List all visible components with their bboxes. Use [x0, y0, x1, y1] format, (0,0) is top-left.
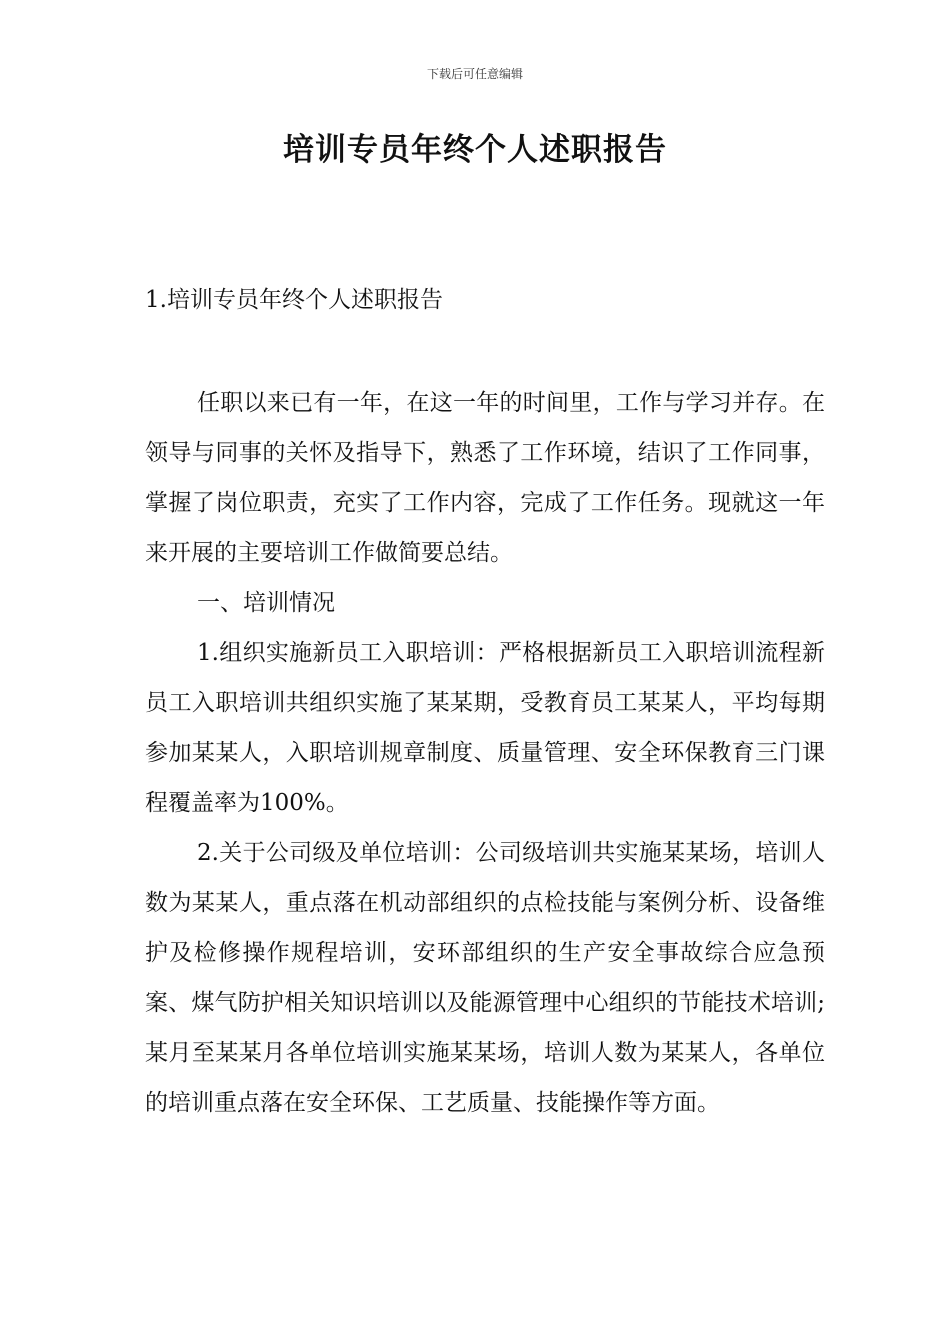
paragraph-intro: 任职以来已有一年，在这一年的时间里，工作与学习并存。在领导与同事的关怀及指导下，熟悉了工作环境，结识了工作同事，掌握了岗位职责，充实了工作内容，完成了工作任务。现就这一年来开展的主要培训工作做简要总结。: [145, 390, 825, 566]
header-note: 下载后可任意编辑: [426, 67, 523, 81]
section-heading: 1.培训专员年终个人述职报告: [145, 287, 443, 313]
paragraph-item-1: 1.组织实施新员工入职培训：严格根据新员工入职培训流程新员工入职培训共组织实施了某某期，受教育员工某某人，平均每期参加某某人，入职培训规章制度、质量管理、安全环保教育三门课程覆盖率为100%。: [145, 640, 825, 816]
paragraph-item-2: 2.关于公司级及单位培训：公司级培训共实施某某场，培训人数为某某人，重点落在机动部组织的点检技能与案例分析、设备维护及检修操作规程培训，安环部组织的生产安全事故综合应急预案、煤气防护相关知识培训以及能源管理中心组织的节能技术培训;某月至某某月各单位培训实施某某场，培训人数为某某人，各单位的培训重点落在安全环保、工艺质量、技能操作等方面。: [145, 840, 825, 1116]
paragraph-subheading-training: 一、培训情况: [197, 590, 335, 616]
document-title: 培训专员年终个人述职报告: [283, 132, 667, 168]
body-text: [145, 378, 825, 1128]
